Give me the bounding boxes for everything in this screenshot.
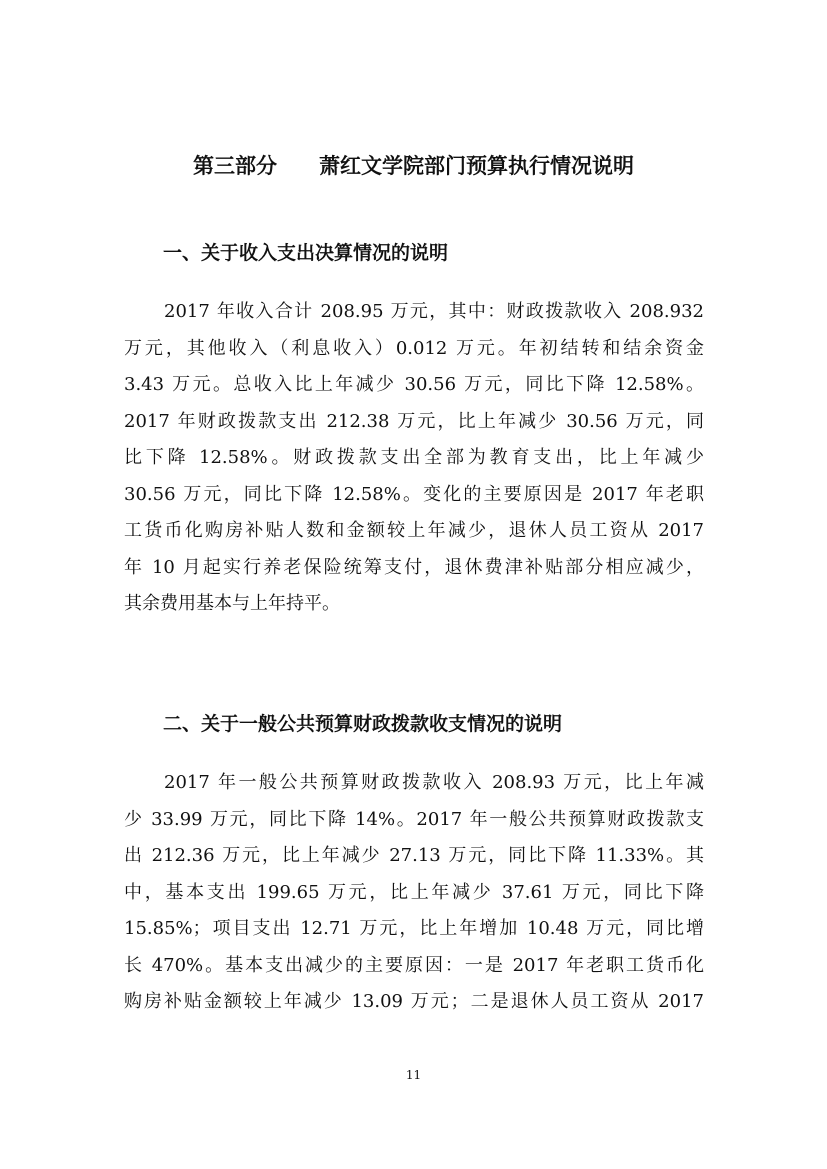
paragraph-line: 2017 年财政拨款支出 212.38 万元，比上年减少 30.56 万元，同 xyxy=(124,410,704,432)
paragraph-line: 2017 年一般公共预算财政拨款收入 208.93 万元，比上年减 xyxy=(164,772,704,793)
paragraph-line: 万元，其他收入（利息收入）0.012 万元。年初结转和结余资金 xyxy=(124,337,704,359)
paragraph-line: 15.85%；项目支出 12.71 万元，比上年增加 10.48 万元，同比增 xyxy=(124,918,704,939)
section-paragraph-public-budget xyxy=(124,765,704,1021)
paragraph-line: 3.43 万元。总收入比上年减少 30.56 万元，同比下降 12.58%。 xyxy=(124,374,704,395)
paragraph-line: 出 212.36 万元，比上年减少 27.13 万元，同比下降 11.33%。其 xyxy=(124,845,704,866)
paragraph-line: 30.56 万元，同比下降 12.58%。变化的主要原因是 2017 年老职 xyxy=(124,483,704,505)
paragraph-line: 少 33.99 万元，同比下降 14%。2017 年一般公共预算财政拨款支 xyxy=(124,808,704,830)
section-paragraph-income-expenditure xyxy=(124,294,704,623)
paragraph-line: 2017 年收入合计 208.95 万元，其中：财政拨款收入 208.932 xyxy=(164,301,704,322)
paragraph-line: 比下降 12.58%。财政拨款支出全部为教育支出，比上年减少 xyxy=(124,447,704,468)
section-heading-public-budget: 二、关于一般公共预算财政拨款收支情况的说明 xyxy=(163,713,563,735)
paragraph-line: 年 10 月起实行养老保险统筹支付，退休费津补贴部分相应减少， xyxy=(124,556,704,578)
paragraph-line: 长 470%。基本支出减少的主要原因：一是 2017 年老职工货币化 xyxy=(124,954,704,976)
paragraph-line: 中，基本支出 199.65 万元，比上年减少 37.61 万元，同比下降 xyxy=(124,881,704,903)
paragraph-line: 其余费用基本与上年持平。 xyxy=(124,593,340,614)
page-title: 第三部分 萧红文学院部门预算执行情况说明 xyxy=(193,154,634,178)
paragraph-line: 工货币化购房补贴人数和金额较上年减少，退休人员工资从 2017 xyxy=(124,520,704,541)
page-number: 11 xyxy=(405,1068,422,1082)
paragraph-line: 购房补贴金额较上年减少 13.09 万元；二是退休人员工资从 2017 xyxy=(124,991,704,1012)
section-heading-income-expenditure: 一、关于收入支出决算情况的说明 xyxy=(163,242,449,264)
